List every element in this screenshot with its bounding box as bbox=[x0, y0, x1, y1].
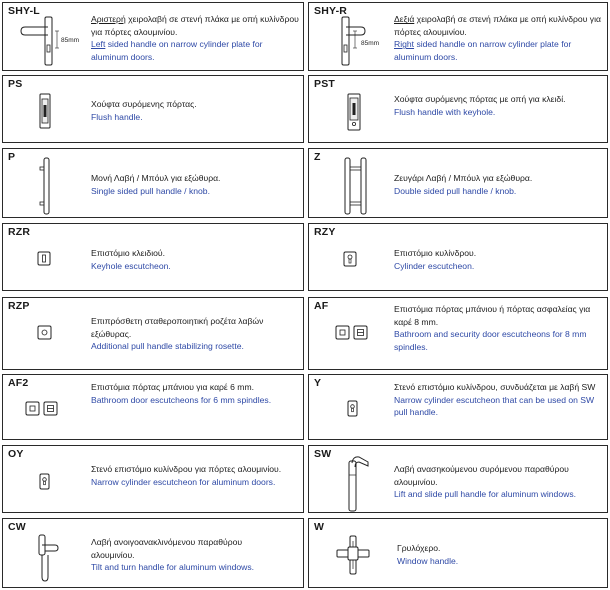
item-card-pst bbox=[308, 75, 608, 143]
item-description: Μονή Λαβή / Μπόυλ για εξώθυρα. Single sided pull handle / knob. bbox=[91, 173, 221, 196]
item-card-z bbox=[308, 148, 608, 218]
item-code: Y bbox=[314, 377, 322, 389]
item-card-y bbox=[308, 374, 608, 440]
item-description: Λαβή ανοιγοανακλινόμενου παραθύρου αλουμινίου. Tilt and turn handle for aluminum windows. bbox=[91, 537, 255, 573]
item-description: Γρυλόχερο. Window handle. bbox=[397, 543, 459, 566]
item-description: Δεξιά χειρολαβή σε στενή πλάκα με οπή κυλίνδρου για πόρτες αλουμινίου. Right sided handle on narrow cylinder plate for aluminum doors. bbox=[394, 14, 601, 62]
item-description: Επιστόμια πόρτας μπάνιου για καρέ 6 mm. Bathroom door escutcheons for 6 mm spindles. bbox=[91, 382, 272, 405]
item-card-cw bbox=[2, 518, 304, 588]
window-handle-icon bbox=[335, 533, 375, 577]
item-code: Z bbox=[314, 151, 321, 163]
item-description: Επιστόμιο κλειδιού. Keyhole escutcheon. bbox=[91, 248, 171, 271]
item-card-af2 bbox=[2, 374, 304, 440]
item-description: Στενό επιστόμιο κυλίνδρου για πόρτες αλουμινίου. Narrow cylinder escutcheon for aluminum doors. bbox=[91, 464, 282, 487]
item-description: Ζευγάρι Λαβή / Μπόυλ για εξώθυρα. Double sided pull handle / knob. bbox=[394, 173, 533, 196]
flush-handle-icon bbox=[39, 93, 53, 131]
item-card-sw bbox=[308, 445, 608, 513]
lift-slide-handle-icon bbox=[341, 453, 373, 513]
rosette-icon bbox=[37, 325, 53, 341]
item-code: RZY bbox=[314, 226, 336, 238]
narrow-cylinder-escutcheon-icon bbox=[39, 473, 51, 491]
item-description: Αριστερή χειρολαβή σε στενή πλάκα με οπή κυλίνδρου για πόρτες αλουμινίου. Left sided handle on narrow cylinder plate for aluminum doors. bbox=[91, 14, 299, 62]
item-description: Στενό επιστόμιο κυλίνδρου, συνδυάζεται με λαβή SW Narrow cylinder escutcheon that can be used on SW pull handle. bbox=[394, 382, 596, 418]
item-card-shy-l bbox=[2, 2, 304, 71]
item-description: Λαβή ανασηκούμενου συρόμενου παραθύρου αλουμινίου. Lift and slide pull handle for aluminum windows. bbox=[394, 464, 577, 500]
keyhole-escutcheon-icon bbox=[37, 251, 53, 267]
item-code: PS bbox=[8, 78, 23, 90]
item-card-w bbox=[308, 518, 608, 588]
item-code: SHY-L bbox=[8, 5, 40, 17]
dimension-label: 85mm bbox=[361, 40, 380, 47]
double-pull-handle-icon bbox=[343, 157, 369, 217]
item-code: SHY-R bbox=[314, 5, 348, 17]
item-description: Επιπρόσθετη σταθεροποιητική ροζέτα λαβών εξώθυρας. Additional pull handle stabilizing rosette. bbox=[91, 316, 264, 352]
item-card-oy bbox=[2, 445, 304, 513]
flush-handle-keyhole-icon bbox=[347, 93, 363, 133]
item-code: PST bbox=[314, 78, 336, 90]
item-card-rzp bbox=[2, 297, 304, 370]
item-code: CW bbox=[8, 521, 26, 533]
item-card-p bbox=[2, 148, 304, 218]
item-code: AF2 bbox=[8, 377, 29, 389]
bathroom-escutcheons-icon bbox=[25, 401, 61, 417]
item-description: Επιστόμιο κυλίνδρου. Cylinder escutcheon. bbox=[394, 248, 477, 271]
narrow-cylinder-escutcheon-icon bbox=[347, 400, 359, 418]
tilt-turn-handle-icon bbox=[33, 533, 63, 587]
item-description: Χούφτα συρόμενης πόρτας. Flush handle. bbox=[91, 99, 197, 122]
item-code: W bbox=[314, 521, 325, 533]
item-code: AF bbox=[314, 300, 329, 312]
item-code: P bbox=[8, 151, 16, 163]
right-handle-icon bbox=[339, 15, 399, 69]
item-code: RZR bbox=[8, 226, 31, 238]
dimension-label: 85mm bbox=[61, 37, 80, 44]
item-card-rzr bbox=[2, 223, 304, 291]
item-description: Επιστόμια πόρτας μπάνιου ή πόρτας ασφαλείας για καρέ 8 mm. Bathroom and security door escutcheons for 8 mm spindles. bbox=[394, 304, 591, 352]
item-code: RZP bbox=[8, 300, 30, 312]
bathroom-escutcheons-icon bbox=[335, 325, 371, 341]
item-code: SW bbox=[314, 448, 332, 460]
item-card-af bbox=[308, 297, 608, 370]
item-code: OY bbox=[8, 448, 24, 460]
item-card-shy-r bbox=[308, 2, 608, 71]
item-card-ps bbox=[2, 75, 304, 143]
item-description: Χούφτα συρόμενης πόρτας με οπή για κλειδί. Flush handle with keyhole. bbox=[394, 94, 566, 117]
left-handle-icon bbox=[17, 15, 87, 69]
item-card-rzy bbox=[308, 223, 608, 291]
cylinder-escutcheon-icon bbox=[343, 251, 359, 269]
pull-handle-icon bbox=[39, 157, 55, 217]
